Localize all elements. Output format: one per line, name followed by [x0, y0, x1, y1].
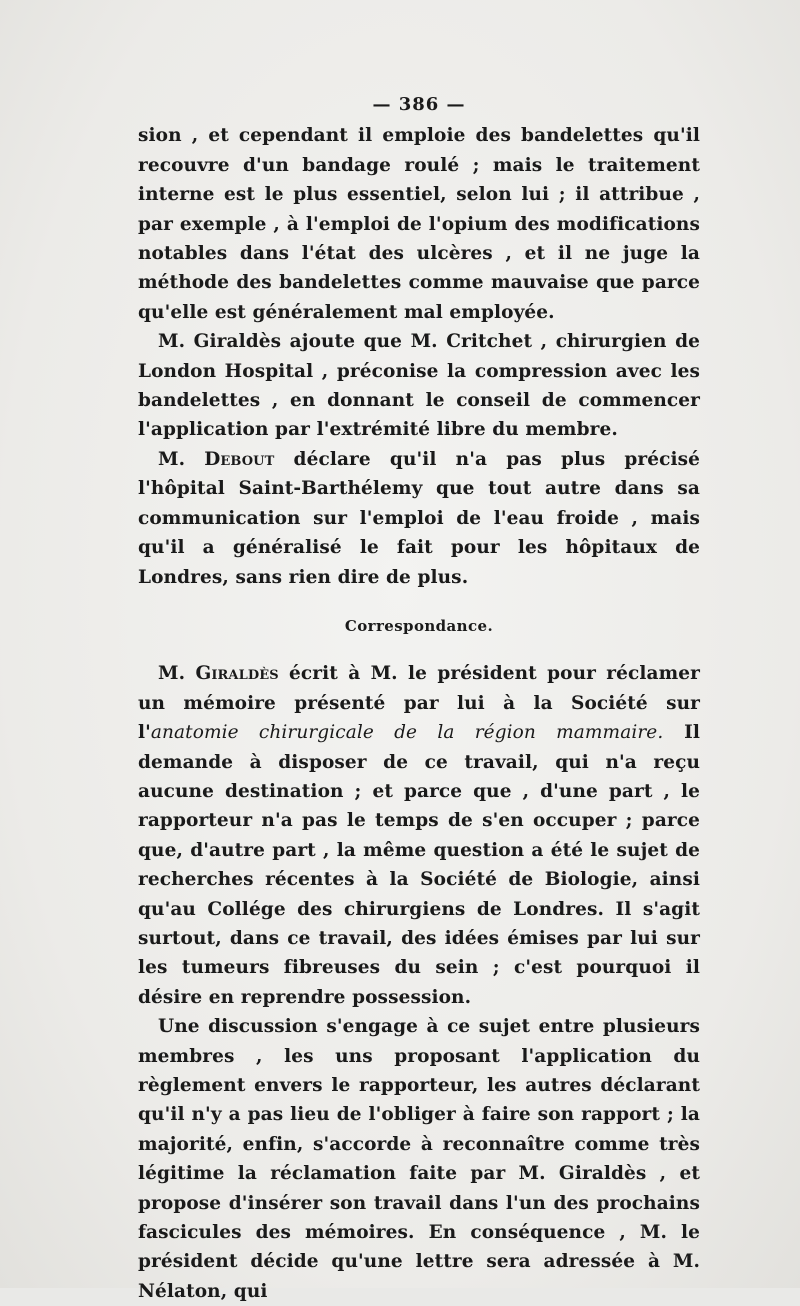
paragraph-5: Une discussion s'engage à ce sujet entre plusieurs membres , les uns proposant l'application du règlement envers le rapporteur, les autres déclarant qu'il n'y a pas lieu de l'obliger à faire son rapport ; la majorité, enfin, s'accorde à reconnaître comme très légitime la réclamation faite par M. Giraldès , et propose d'insérer son travail dans l'un des prochains fascicules des mémoires. En conséquence , M. le président décide qu'une lettre sera adressée à M. Nélaton, qui: [138, 1016, 700, 1302]
paragraph-4-lead: M.: [158, 663, 196, 685]
author-name-giraldes: Giraldès: [195, 663, 279, 685]
paragraph-4: [138, 659, 700, 1012]
paragraph-2: M. Giraldès ajoute que M. Critchet , chirurgien de London Hospital , préconise la compression avec les bandelettes , en donnant le conseil de commencer l'application par l'extrémité libre du membre.: [138, 331, 700, 441]
page-text-body: [138, 90, 700, 1306]
paragraph-3-lead: M.: [158, 448, 205, 470]
paragraph-4-before-italic: écrit à M. le président pour réclamer un mémoire présenté par lui à la Société sur l': [138, 663, 700, 744]
paragraph-3-rest: déclare qu'il n'a pas plus précisé l'hôpital Saint-Barthélemy que tout autre dans sa communication sur l'emploi de l'eau froide , mais qu'il a généralisé le fait pour les hôpitaux de Londres, sans rien dire de plus.: [138, 448, 700, 588]
memoir-title: anatomie chirurgicale de la région mammaire.: [150, 722, 664, 744]
section-title: Correspondance.: [344, 616, 494, 635]
page-number: — 386 —: [372, 94, 466, 115]
author-name-debout: Debout: [204, 448, 275, 470]
paragraph-1: sion , et cependant il emploie des bandelettes qu'il recouvre d'un bandage roulé ; mais le traitement interne est le plus essentiel, selon lui ; il attribue , par exemple , à l'emploi de l'opium des modifications notables dans l'état des ulcères , et il ne juge la méthode des bandelettes comme mauvaise que parce qu'elle est généralement mal employée.: [138, 125, 700, 323]
paragraph-3: [138, 445, 700, 592]
paragraph-4-after-italic: Il demande à disposer de ce travail, qui n'a reçu aucune destination ; et parce que , d'une part , le rapporteur n'a pas le temps de s'en occuper ; parce que, d'autre part , la même question a été le sujet de recherches récentes à la Société de Biologie, ainsi qu'au Collége des chirurgiens de Londres. Il s'agit surtout, dans ce travail, des idées émises par lui sur les tumeurs fibreuses du sein ; c'est pourquoi il désire en reprendre possession.: [138, 722, 700, 1008]
